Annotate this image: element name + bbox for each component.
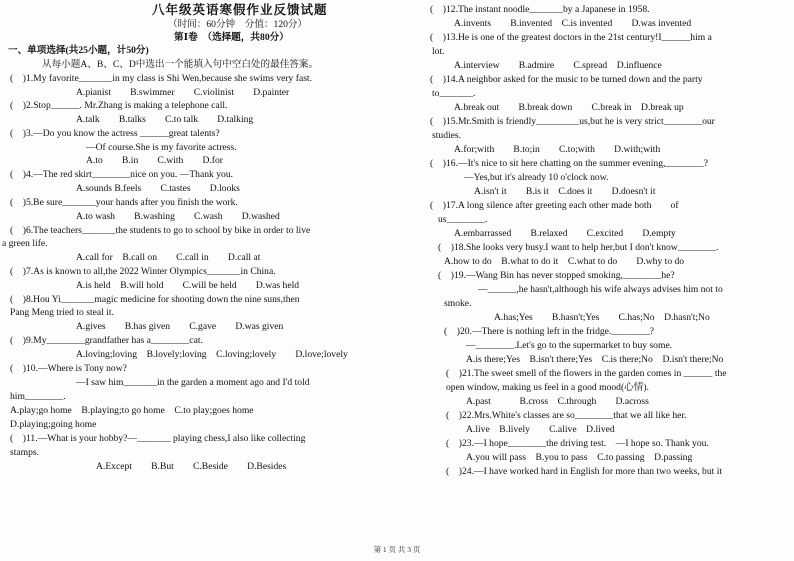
question-line: ( )23.—I hope________the driving test. —I hope so. Thank you. <box>446 438 709 449</box>
question-line: ( )18.She looks very busy.I want to help her,but I don't know________. <box>438 242 719 253</box>
option-line: A.loving;loving B.lovely;loving C.loving;lovely D.love;lovely <box>76 349 348 360</box>
question-line: ( )14.A neighbor asked for the music to be turned down and the party <box>430 74 703 85</box>
question-line: ( )24.—I have worked hard in English for more than two weeks, but it <box>446 466 723 477</box>
option-line: A.you will pass B.you to pass C.to passing D.passing <box>466 452 693 463</box>
answer-line: —Yes,but it's already 10 o'clock now. <box>464 172 609 183</box>
option-line: A.gives B.has given C.gave D.was given <box>76 321 284 332</box>
instruction: 从每小题A、B、C、D中选出一个能填入句中空白处的最佳答案。 <box>42 59 319 70</box>
question-line-cont: stamps. <box>10 447 40 458</box>
option-line: A.talk B.talks C.to talk D.talking <box>76 114 254 125</box>
question-line-cont: Pang Meng tried to steal it. <box>10 307 114 318</box>
question-line: ( )1.My favorite_______in my class is Shi Wen,because she swims very fast. <box>10 73 313 84</box>
option-line: A.isn't it B.is it C.does it D.doesn't it <box>474 186 656 197</box>
question-line: ( )22.Mrs.White's classes are so________that we all like her. <box>446 410 687 421</box>
option-line: D.playing;going home <box>10 419 97 430</box>
question-line: ( )2.Stop______. Mr.Zhang is making a telephone call. <box>10 100 228 111</box>
question-line: ( )21.The sweet smell of the flowers in the garden comes in ______ the <box>446 368 727 379</box>
question-line: ( )12.The instant noodle_______by a Japanese in 1958. <box>430 4 650 15</box>
question-line-cont: open window, making us feel in a good mood(心情). <box>446 382 649 393</box>
question-line: ( )20.—There is nothing left in the fridge.________? <box>444 326 654 337</box>
question-line-cont: smoke. <box>444 298 472 309</box>
option-line: A.sounds B.feels C.tastes D.looks <box>76 183 240 194</box>
option-line: A.how to do B.what to do it C.what to do D.why to do <box>444 256 685 267</box>
question-line: ( )6.The teachers_______the students to go to school by bike in order to live <box>10 225 311 236</box>
option-line: A.has;Yes B.hasn't;Yes C.has;No D.hasn't;No <box>494 312 710 323</box>
option-line: A.to B.in C.with D.for <box>86 155 223 166</box>
exam-title: 八年级英语寒假作业反馈试题 <box>152 3 328 17</box>
option-line: A.play;go home B.playing;to go home C.to play;goes home <box>10 405 254 416</box>
question-line: ( )15.Mr.Smith is friendly_________us,but he is very strict________our <box>430 116 715 127</box>
page-footer: 第 1 页 共 3 页 <box>373 545 421 554</box>
option-line: A.break out B.break down C.break in D.break up <box>454 102 684 113</box>
question-line: ( )19.—Wang Bin has never stopped smoking,________he? <box>438 270 675 281</box>
option-line: A.for;with B.to;in C.to;with D.with;with <box>454 144 661 155</box>
question-line: ( )7.As is known to all,the 2022 Winter Olympics_______in China. <box>10 266 276 277</box>
option-line: A.interview B.admire C.spread D.influence <box>454 60 662 71</box>
option-line: A.past B.cross C.through D.across <box>466 396 649 407</box>
question-line: ( )11.—What is your hobby?—_______ playing chess,I also like collecting <box>10 433 306 444</box>
section-heading: 一、单项选择(共25小题，计50分) <box>8 45 149 56</box>
option-line: A.call for B.call on C.call in D.call at <box>76 252 261 263</box>
exam-part: 第Ⅰ卷 （选择题，共80分） <box>174 32 289 43</box>
answer-line: —Of course.She is my favorite actress. <box>86 142 237 153</box>
question-line-cont: us________. <box>438 214 488 225</box>
option-line: A.is held B.will hold C.will be held D.was held <box>76 280 300 291</box>
question-line: ( )9.My________grandfather has a________cat. <box>10 335 203 346</box>
option-line: A.Except B.But C.Beside D.Besides <box>96 461 287 472</box>
question-line-cont: him________. <box>10 391 66 402</box>
question-line-cont: to_______. <box>432 88 476 99</box>
question-line: ( )13.He is one of the greatest doctors in the 21st century!I______him a <box>430 32 712 43</box>
answer-line: —I saw him_______in the garden a moment ago and I'd told <box>76 377 310 388</box>
option-line: A.invents B.invented C.is invented D.was invented <box>454 18 692 29</box>
answer-line: —______,he hasn't,although his wife always advises him not to <box>478 284 723 295</box>
question-line: ( )3.—Do you know the actress ______great talents? <box>10 128 220 139</box>
exam-subtitle: （时间：60分钟 分值：120分） <box>168 19 308 30</box>
option-line: A.is there;Yes B.isn't there;Yes C.is there;No D.isn't there;No <box>466 354 724 365</box>
question-line: ( )17.A long silence after greeting each other made both of <box>430 200 679 211</box>
answer-line: —________.Let's go to the supermarket to buy some. <box>466 340 673 351</box>
question-line: ( )8.Hou Yi_______magic medicine for shooting down the nine suns,then <box>10 294 300 305</box>
question-line: ( )10.—Where is Tony now? <box>10 363 127 374</box>
option-line: A.live B.lively C.alive D.lived <box>466 424 615 435</box>
question-line-cont: lot. <box>432 46 445 57</box>
option-line: A.embarrassed B.relaxed C.excited D.empty <box>454 228 676 239</box>
question-line: ( )4.—The red skirt________nice on you. —Thank you. <box>10 169 234 180</box>
option-line: A.pianist B.swimmer C.violinist D.painter <box>76 87 290 98</box>
question-line: ( )16.—It's nice to sit here chatting on the summer evening,________? <box>430 158 709 169</box>
question-line: ( )5.Be sure_______your hands after you finish the work. <box>10 197 238 208</box>
question-line-cont: a green life. <box>2 238 48 249</box>
option-line: A.to wash B.washing C.wash D.washed <box>76 211 280 222</box>
question-line-cont: studies. <box>432 130 462 141</box>
